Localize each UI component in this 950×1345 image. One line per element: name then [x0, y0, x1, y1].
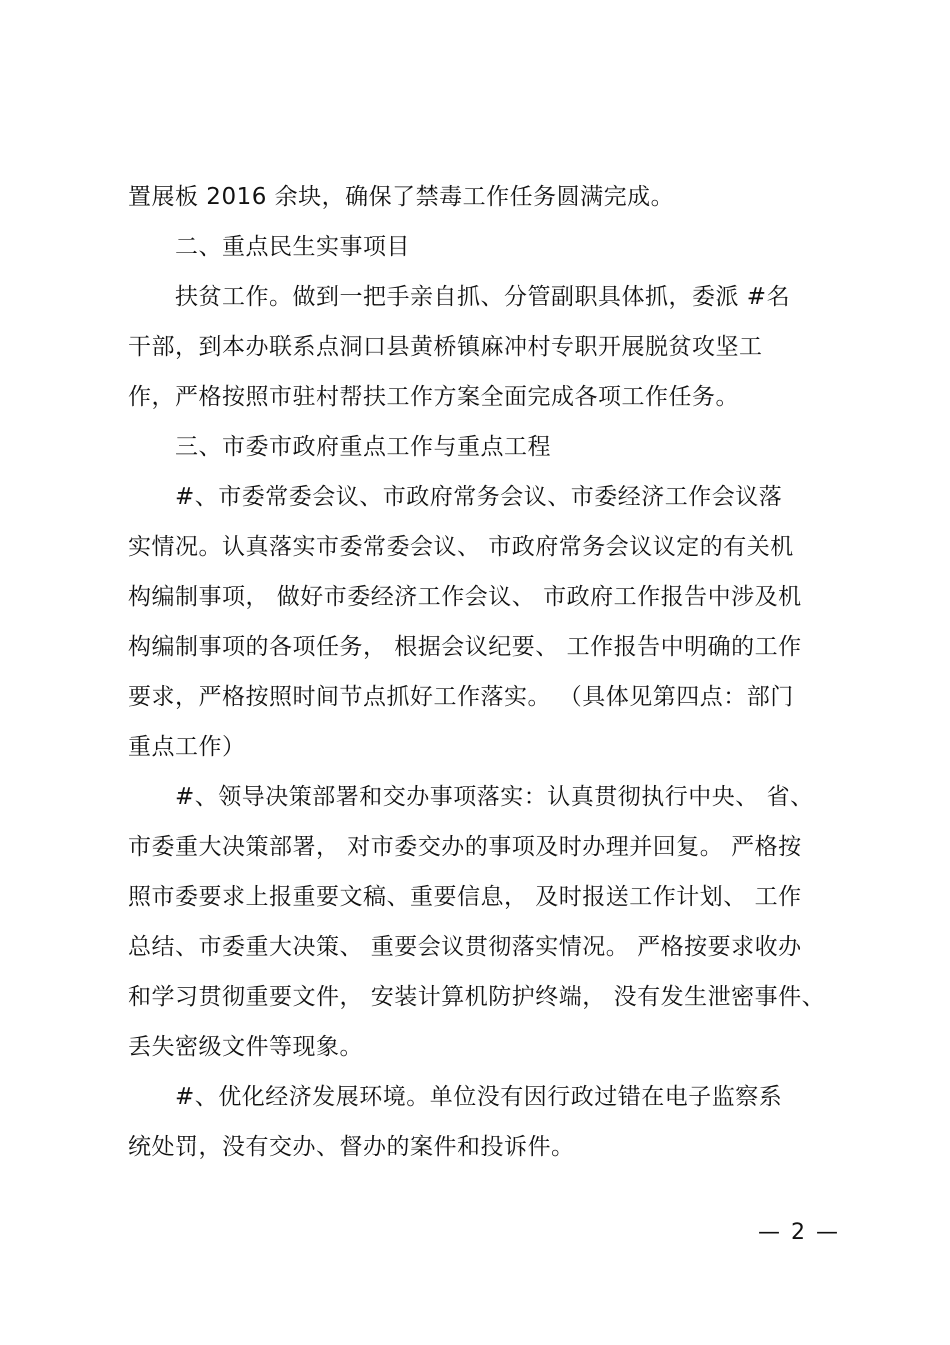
paragraph-line: 照市委要求上报重要文稿、重要信息， 及时报送工作计划、 工作 — [128, 884, 802, 910]
paragraph-line: 重点工作） — [128, 734, 246, 760]
paragraph-line: 置展板 2016 余块，确保了禁毒工作任务圆满完成。 — [128, 184, 675, 210]
paragraph-line: 要求，严格按照时间节点抓好工作落实。 （具体见第四点：部门 — [128, 684, 794, 710]
paragraph-line: 构编制事项的各项任务， 根据会议纪要、 工作报告中明确的工作 — [128, 634, 802, 660]
page-number: — 2 — — [758, 1220, 840, 1245]
paragraph-line: 统处罚，没有交办、督办的案件和投诉件。 — [128, 1134, 575, 1160]
paragraph-line: 干部，到本办联系点洞口县黄桥镇麻冲村专职开展脱贫攻坚工 — [128, 334, 763, 360]
paragraph-line: 实情况。认真落实市委常委会议、 市政府常务会议议定的有关机 — [128, 534, 794, 560]
paragraph-line: 作，严格按照市驻村帮扶工作方案全面完成各项工作任务。 — [128, 384, 739, 410]
paragraph-line: 构编制事项， 做好市委经济工作会议、 市政府工作报告中涉及机 — [128, 584, 802, 610]
paragraph-line: #、优化经济发展环境。单位没有因行政过错在电子监察系 — [175, 1084, 783, 1110]
paragraph-line: 和学习贯彻重要文件， 安装计算机防护终端， 没有发生泄密事件、 — [128, 984, 826, 1010]
section-heading: 三、市委市政府重点工作与重点工程 — [175, 434, 551, 460]
paragraph-line: #、市委常委会议、市政府常务会议、市委经济工作会议落 — [175, 484, 783, 510]
section-heading: 二、重点民生实事项目 — [175, 234, 410, 260]
paragraph-line: 市委重大决策部署， 对市委交办的事项及时办理并回复。 严格按 — [128, 834, 802, 860]
paragraph-line: 扶贫工作。做到一把手亲自抓、分管副职具体抓，委派 #名 — [175, 284, 791, 310]
paragraph-line: 总结、市委重大决策、 重要会议贯彻落实情况。 严格按要求收办 — [128, 934, 802, 960]
paragraph-line: #、领导决策部署和交办事项落实：认真贯彻执行中央、 省、 — [175, 784, 814, 810]
paragraph-line: 丢失密级文件等现象。 — [128, 1034, 363, 1060]
